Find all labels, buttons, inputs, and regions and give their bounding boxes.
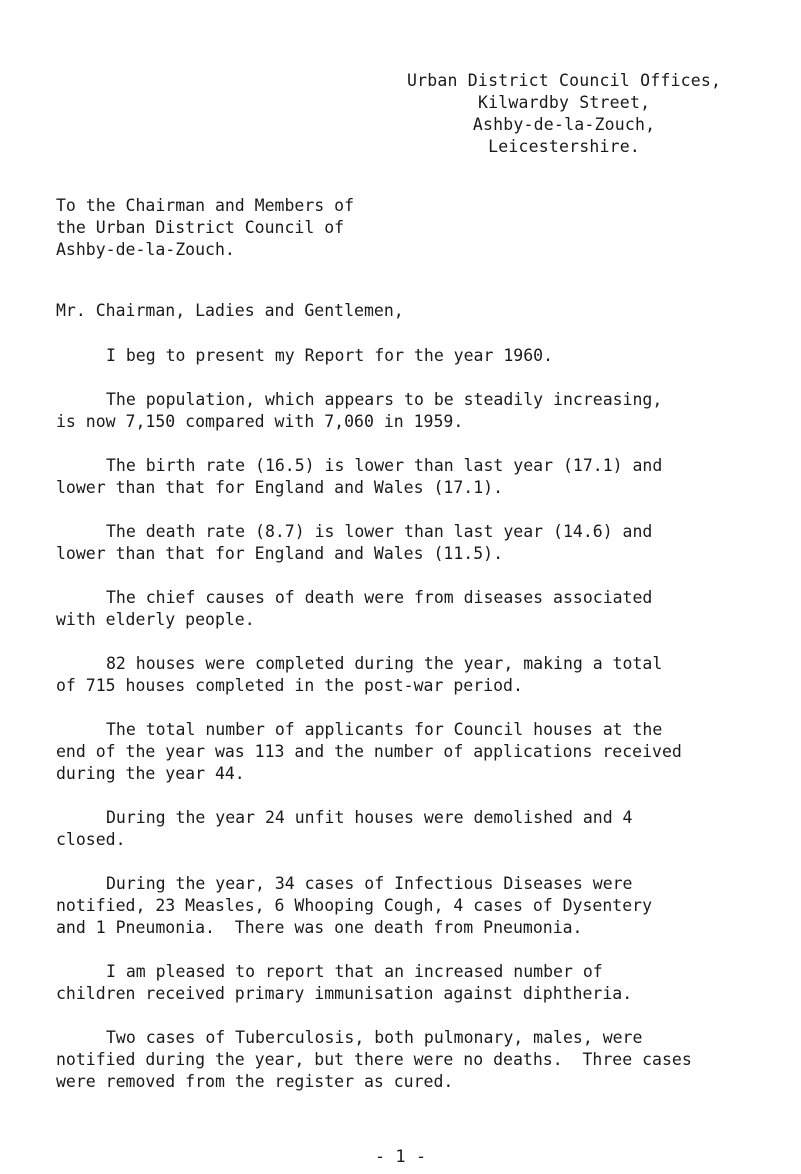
addressee-block <box>56 195 354 261</box>
paragraph-line: of 715 houses completed in the post-war period. <box>56 676 523 695</box>
paragraph-line: During the year 24 unfit houses were demolished and 4 <box>106 808 633 827</box>
report-paragraph <box>56 345 801 367</box>
paragraph-line: I am pleased to report that an increased number of <box>106 962 603 981</box>
paragraph-line: closed. <box>56 830 126 849</box>
paragraph-line: notified during the year, but there were no deaths. Three cases <box>56 1050 692 1069</box>
paragraph-line: during the year 44. <box>56 764 245 783</box>
council-address <box>407 70 721 158</box>
paragraph-line: During the year, 34 cases of Infectious Diseases were <box>106 874 633 893</box>
report-paragraph <box>56 719 801 785</box>
paragraph-line: children received primary immunisation against diphtheria. <box>56 984 633 1003</box>
addressee-line: the Urban District Council of <box>56 218 345 237</box>
paragraph-line: lower than that for England and Wales (11.5). <box>56 544 504 563</box>
salutation: Mr. Chairman, Ladies and Gentlemen, <box>56 301 404 320</box>
report-body <box>56 345 801 1115</box>
paragraph-line: Two cases of Tuberculosis, both pulmonary, males, were <box>106 1028 643 1047</box>
addressee-line: To the Chairman and Members of <box>56 196 355 215</box>
paragraph-line: is now 7,150 compared with 7,060 in 1959. <box>56 412 464 431</box>
paragraph-line: The chief causes of death were from diseases associated <box>106 588 653 607</box>
paragraph-line: The total number of applicants for Council houses at the <box>106 720 663 739</box>
paragraph-line: notified, 23 Measles, 6 Whooping Cough, 4 cases of Dysentery <box>56 896 653 915</box>
report-paragraph <box>56 653 801 697</box>
paragraph-line: and 1 Pneumonia. There was one death from Pneumonia. <box>56 918 583 937</box>
report-paragraph <box>56 873 801 939</box>
report-paragraph <box>56 389 801 433</box>
report-paragraph <box>56 521 801 565</box>
address-line: Urban District Council Offices, <box>407 71 722 90</box>
paragraph-line: end of the year was 113 and the number of applications received <box>56 742 682 761</box>
address-line: Kilwardby Street, <box>477 93 651 112</box>
report-paragraph <box>56 961 801 1005</box>
paragraph-line: I beg to present my Report for the year 1960. <box>106 346 554 365</box>
paragraph-line: with elderly people. <box>56 610 255 629</box>
report-paragraph <box>56 807 801 851</box>
report-paragraph <box>56 587 801 631</box>
addressee-line: Ashby-de-la-Zouch. <box>56 240 235 259</box>
report-paragraph <box>56 1027 801 1093</box>
paragraph-line: were removed from the register as cured. <box>56 1072 454 1091</box>
paragraph-line: The death rate (8.7) is lower than last year (14.6) and <box>106 522 653 541</box>
paragraph-line: 82 houses were completed during the year, making a total <box>106 654 663 673</box>
page-number: - 1 - <box>374 1147 427 1167</box>
address-line: Leicestershire. <box>488 137 641 156</box>
paragraph-line: The birth rate (16.5) is lower than last year (17.1) and <box>106 456 663 475</box>
paragraph-line: The population, which appears to be steadily increasing, <box>106 390 663 409</box>
address-line: Ashby-de-la-Zouch, <box>472 115 656 134</box>
report-paragraph <box>56 455 801 499</box>
paragraph-line: lower than that for England and Wales (17.1). <box>56 478 504 497</box>
